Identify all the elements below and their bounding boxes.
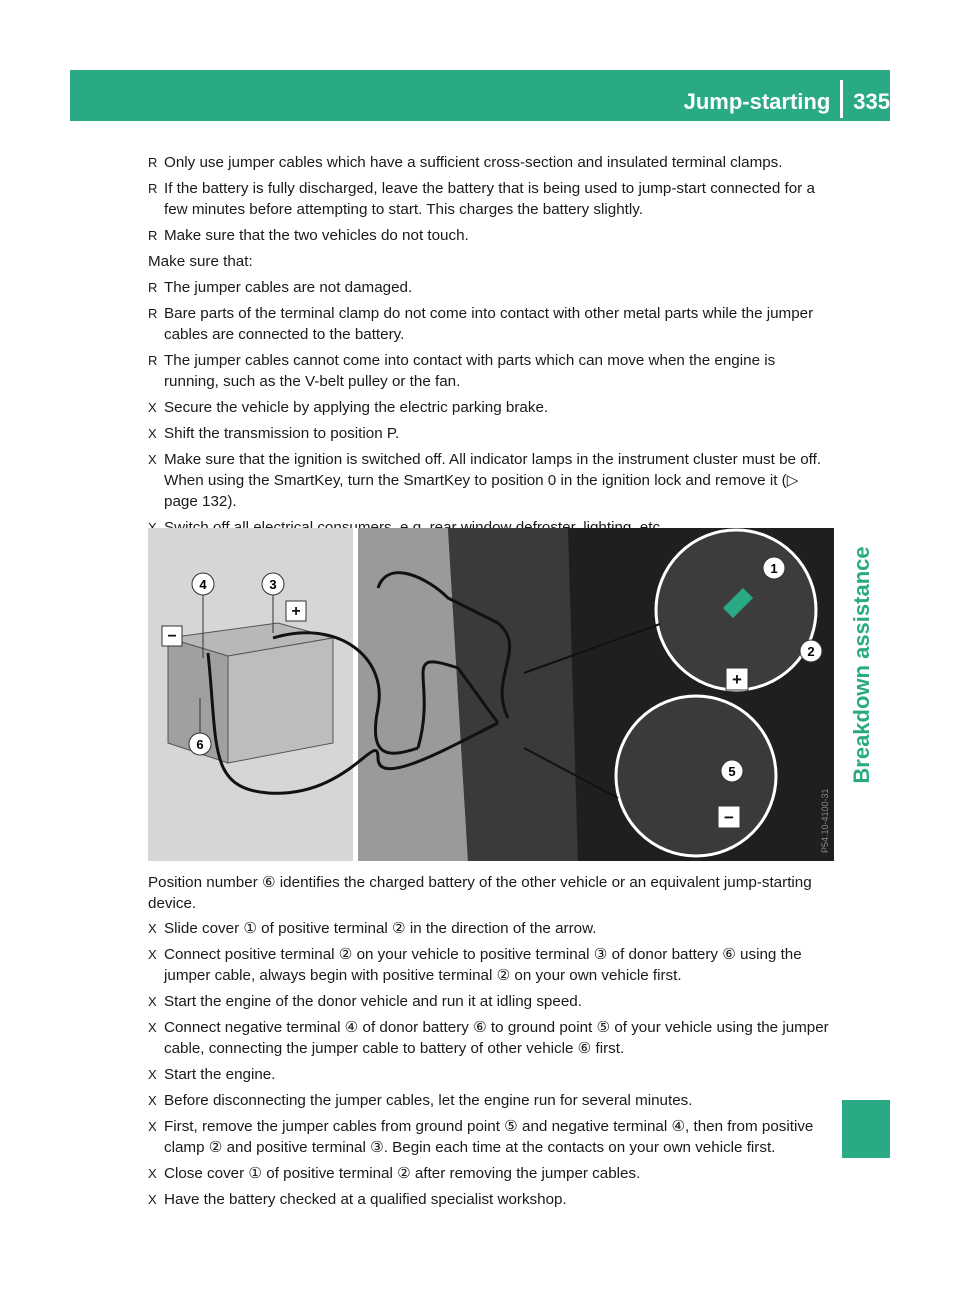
section-title: Jump-starting xyxy=(683,88,831,114)
step-arrow-icon: X xyxy=(148,1020,157,1035)
list-item xyxy=(148,225,834,246)
zoom-ground-point xyxy=(616,696,776,856)
step-arrow-icon: X xyxy=(148,1067,157,1082)
step-text: Secure the vehicle by applying the electric parking brake. xyxy=(164,399,549,416)
step-item xyxy=(148,944,834,986)
plus-sign-left: + xyxy=(291,603,301,620)
step-text: Start the engine of the donor vehicle and run it at idling speed. xyxy=(164,993,582,1010)
figure-code: P54.10-4100-31 xyxy=(820,788,830,853)
callout-5 xyxy=(721,760,743,782)
illustration-svg xyxy=(148,528,834,861)
step-item xyxy=(148,423,834,444)
plus-sign-right: + xyxy=(732,670,742,689)
step-item xyxy=(148,449,834,512)
side-tab-label: Breakdown assistance xyxy=(849,546,874,784)
list-item-text: The jumper cables are not damaged. xyxy=(164,279,413,296)
step-text: Have the battery checked at a qualified specialist workshop. xyxy=(164,1191,567,1208)
svg-text:6: 6 xyxy=(196,737,204,752)
step-text: Before disconnecting the jumper cables, let the engine run for several minutes. xyxy=(164,1092,693,1109)
list-item xyxy=(148,178,834,220)
bullet-icon: R xyxy=(148,181,158,196)
step-item xyxy=(148,1017,834,1059)
step-text: First, remove the jumper cables from ground point ⑤ and negative terminal ④, then from positive clamp ② and positive terminal ③. Begin each time at the contacts on your own vehicle first. xyxy=(164,1118,814,1156)
zoom-positive-terminal xyxy=(656,530,816,690)
step-text: Start the engine. xyxy=(164,1066,276,1083)
step-text: Close cover ① of positive terminal ② after removing the jumper cables. xyxy=(164,1165,641,1182)
list-item xyxy=(148,152,834,173)
intro-content xyxy=(148,152,834,569)
list-item xyxy=(148,277,834,298)
list-item-text: The jumper cables cannot come into contact with parts which can move when the engine is running, such as the V-belt pulley or the fan. xyxy=(164,352,776,390)
header-divider xyxy=(840,80,843,118)
step-arrow-icon: X xyxy=(148,994,157,1009)
bullet-icon: R xyxy=(148,353,158,368)
step-arrow-icon: X xyxy=(148,1119,157,1134)
bullet-icon: R xyxy=(148,228,158,243)
step-item xyxy=(148,1116,834,1158)
step-item xyxy=(148,991,834,1012)
make-sure-label: Make sure that: xyxy=(148,253,253,270)
bullet-icon: R xyxy=(148,306,158,321)
callout-1 xyxy=(763,557,785,579)
list-item-text: Bare parts of the terminal clamp do not come into contact with other metal parts while the jumper cables are connected to the battery. xyxy=(164,305,814,343)
step-arrow-icon: X xyxy=(148,921,157,936)
step-arrow-icon: X xyxy=(148,1192,157,1207)
step-item xyxy=(148,1064,834,1085)
list-item-text: Make sure that the two vehicles do not touch. xyxy=(164,227,469,244)
svg-text:3: 3 xyxy=(269,577,277,592)
page-header xyxy=(684,84,890,114)
svg-text:4: 4 xyxy=(199,577,207,592)
callout-2 xyxy=(800,640,822,662)
bullet-icon: R xyxy=(148,155,158,170)
step-arrow-icon: X xyxy=(148,1166,157,1181)
step-text: Shift the transmission to position P. xyxy=(164,425,400,442)
svg-text:5: 5 xyxy=(728,764,736,779)
step-item xyxy=(148,397,834,418)
svg-text:1: 1 xyxy=(770,561,778,576)
list-item xyxy=(148,303,834,345)
svg-text:2: 2 xyxy=(807,644,815,659)
minus-sign-left: − xyxy=(167,628,177,645)
step-text: Make sure that the ignition is switched off. All indicator lamps in the instrument cluster must be off. When using the SmartKey, turn the SmartKey to position 0 in the ignition lock and remove it (▷ page 132). xyxy=(164,451,822,510)
list-item xyxy=(148,350,834,392)
step-text: Slide cover ① of positive terminal ② in the direction of the arrow. xyxy=(164,920,597,937)
step-arrow-icon: X xyxy=(148,1093,157,1108)
figure-caption: Position number ⑥ identifies the charged battery of the other vehicle or an equivalent jump-starting device. xyxy=(148,874,812,912)
step-item xyxy=(148,1163,834,1184)
bullet-icon: R xyxy=(148,280,158,295)
step-arrow-icon: X xyxy=(148,452,157,467)
jump-start-illustration xyxy=(148,528,834,861)
step-item xyxy=(148,1189,834,1210)
step-arrow-icon: X xyxy=(148,426,157,441)
procedure-steps xyxy=(148,918,834,1215)
side-tab xyxy=(842,500,882,830)
list-item-text: If the battery is fully discharged, leave the battery that is being used to jump-start connected for a few minutes before attempting to start. This charges the battery slightly. xyxy=(164,180,815,218)
step-item xyxy=(148,1090,834,1111)
step-arrow-icon: X xyxy=(148,947,157,962)
list-item-text: Only use jumper cables which have a sufficient cross-section and insulated terminal clamps. xyxy=(164,154,783,171)
minus-sign-right: − xyxy=(724,808,734,827)
step-text: Connect negative terminal ④ of donor battery ⑥ to ground point ⑤ of your vehicle using the jumper cable, connecting the jumper cable to battery of other vehicle ⑥ first. xyxy=(164,1019,829,1057)
side-tab-block xyxy=(842,1100,890,1158)
step-text: Connect positive terminal ② on your vehicle to positive terminal ③ of donor battery ⑥ using the jumper cable, always begin with positive terminal ② on your own vehicle first. xyxy=(164,946,802,984)
step-arrow-icon: X xyxy=(148,400,157,415)
page-number: 335 xyxy=(853,88,890,114)
step-item xyxy=(148,918,834,939)
